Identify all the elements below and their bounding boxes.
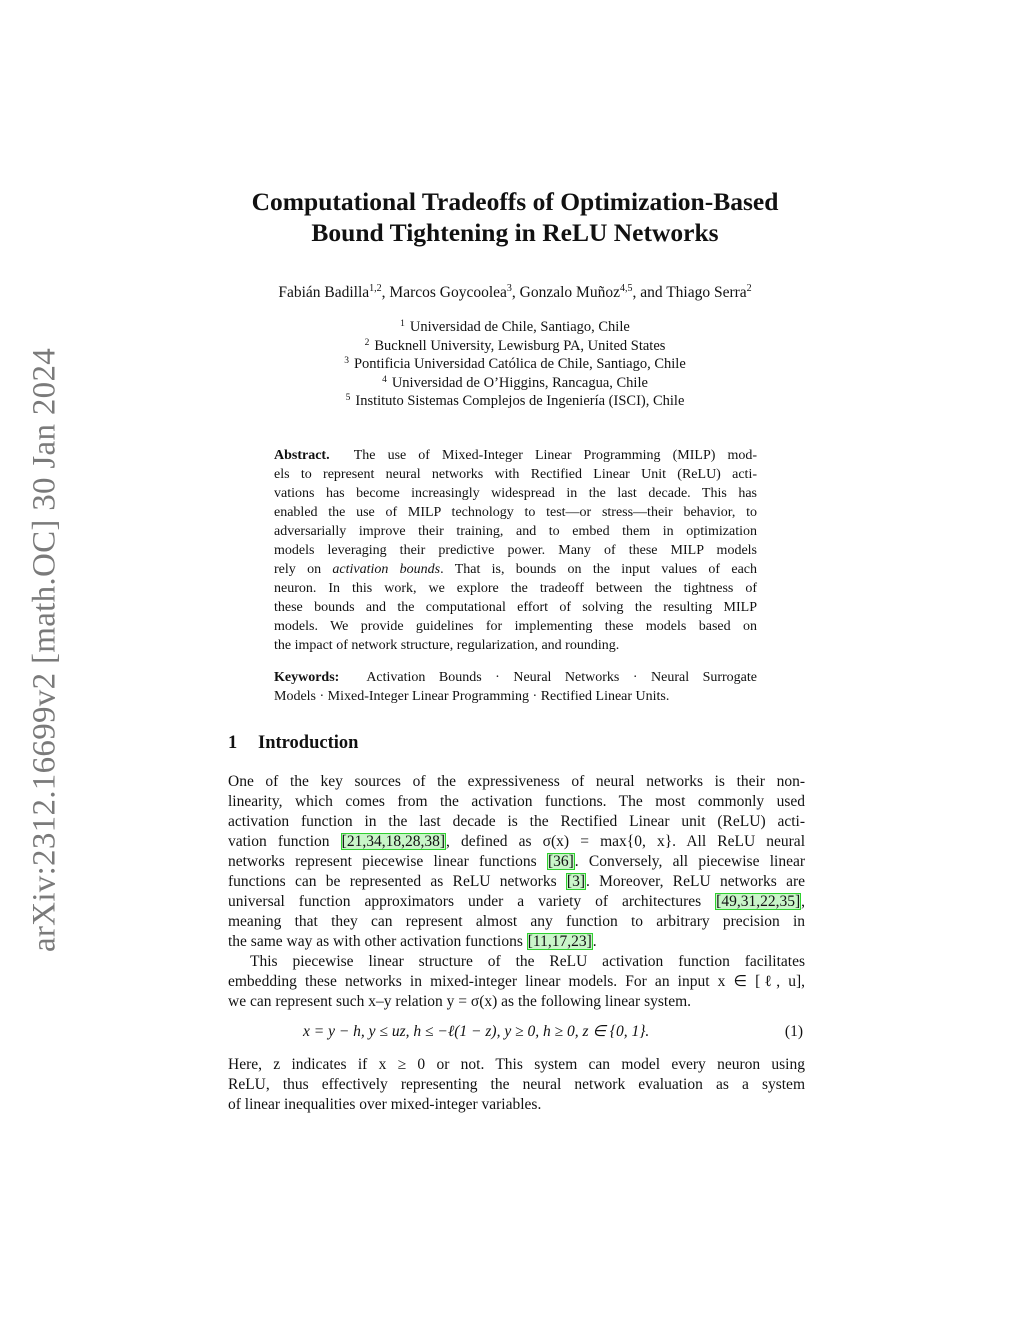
abstract-text: The use of Mixed-Integer Linear Programming (MILP) mod-: [353, 448, 758, 463]
keywords: [274, 668, 757, 706]
abstract-text: rely on: [274, 562, 322, 577]
abstract-line: neuron. In this work, we explore the tradeoff between the tightness of: [274, 581, 757, 596]
paper-title: [200, 186, 830, 248]
affiliation-number: 4: [382, 374, 387, 385]
author-separator: , and: [632, 284, 667, 301]
body-line: activation function in the last decade is the Rectified Linear unit (ReLU) acti-: [228, 813, 805, 830]
affiliation-number: 2: [364, 337, 370, 348]
abstract-line: the impact of network structure, regularization, and rounding.: [274, 638, 620, 653]
abstract-line: adversarially improve their training, and to embed them in optimization: [274, 524, 757, 539]
abstract: [274, 446, 757, 655]
emphasized-term: activation bounds: [332, 562, 441, 577]
abstract-line: els to represent neural networks with Rectified Linear Unit (ReLU) acti-: [274, 467, 757, 482]
abstract-line: models. We provide guidelines for implementing these models based on: [274, 619, 757, 634]
body-line: Here, z indicates if x ≥ 0 or not. This system can model every neuron using: [228, 1056, 805, 1073]
author-affiliation-mark: 2: [746, 283, 752, 294]
affiliation-item: [250, 337, 780, 356]
author-name: Marcos Goycoolea: [389, 284, 507, 301]
abstract-line: enabled the use of MILP technology to test—or stress—their behavior, to: [274, 505, 757, 520]
author-list: [180, 284, 850, 302]
body-text: universal function approximators under a variety of architectures: [228, 893, 702, 910]
section-heading: [228, 733, 358, 754]
arxiv-identifier: arXiv:2312.16699v2 [math.OC] 30 Jan 2024: [26, 347, 63, 953]
body-line: This piecewise linear structure of the ReLU activation function facilitates: [250, 953, 805, 970]
body-text: , defined as σ(x) = max{0, x}. All ReLU neural: [446, 833, 805, 850]
affiliation-number: 5: [345, 393, 351, 404]
body-line: meaning that they can represent almost any function to arbitrary precision in: [228, 913, 805, 930]
keywords-line: [274, 668, 757, 687]
body-line: [228, 932, 805, 952]
citation-link[interactable]: [3]: [566, 873, 585, 890]
author-name: Thiago Serra: [666, 284, 747, 301]
body-text: . Moreover, ReLU networks are: [585, 873, 806, 890]
keywords-text: Activation Bounds · Neural Networks · Neural Surrogate: [366, 670, 758, 685]
citation-link[interactable]: [36]: [547, 853, 574, 870]
abstract-text: . That is, bounds on the input values of each: [440, 562, 758, 577]
affiliation-number: 3: [344, 356, 349, 367]
equation-expression: x = y − h, y ≤ uz, h ≤ −ℓ(1 − z), y ≥ 0, h ≥ 0, z ∈ {0, 1}.: [303, 1023, 650, 1040]
author-separator: ,: [381, 284, 390, 301]
citation-link[interactable]: [11,17,23]: [527, 933, 592, 950]
abstract-line: [274, 560, 757, 579]
body-line: [228, 892, 805, 912]
body-line: [228, 872, 805, 892]
body-text: vation function: [228, 833, 330, 850]
equation-number: (1): [784, 1023, 803, 1040]
affiliation-item: [250, 355, 780, 374]
affiliation-text: Pontificia Universidad Católica de Chile, Santiago, Chile: [353, 356, 686, 373]
keywords-label: Keywords:: [274, 670, 340, 685]
body-text: the same way as with other activation functions: [228, 933, 523, 950]
body-line: [228, 832, 805, 852]
body-line: One of the key sources of the expressiveness of neural networks is their non-: [228, 773, 805, 790]
author-name: Gonzalo Muñoz: [519, 284, 620, 301]
body-text: .: [592, 933, 597, 950]
body-line: ReLU, thus effectively representing the neural network evaluation as a system: [228, 1076, 805, 1093]
keywords-line: Models · Mixed-Integer Linear Programming · Rectified Linear Units.: [274, 689, 670, 704]
section-number: 1: [228, 733, 238, 753]
body-line: embedding these networks in mixed-integer linear models. For an input x ∈ [ℓ, u],: [228, 973, 805, 990]
body-text: . Conversely, all piecewise linear: [574, 853, 805, 870]
section-title: Introduction: [258, 733, 359, 753]
affiliation-text: Instituto Sistemas Complejos de Ingeniería (ISCI), Chile: [355, 393, 685, 410]
abstract-label: Abstract.: [274, 448, 330, 463]
body-text: networks represent piecewise linear functions: [228, 853, 537, 870]
affiliation-number: 1: [400, 319, 405, 329]
abstract-line: [274, 446, 757, 465]
body-line: we can represent such x–y relation y = σ(x) as the following linear system.: [228, 993, 692, 1010]
abstract-line: models leveraging their predictive power. Many of these MILP models: [274, 543, 757, 558]
affiliation-list: [250, 318, 780, 411]
body-line: [228, 852, 805, 872]
affiliation-text: Universidad de O’Higgins, Rancagua, Chile: [391, 374, 648, 391]
affiliation-text: Bucknell University, Lewisburg PA, United States: [374, 337, 666, 354]
author-affiliation-mark: 3: [506, 283, 512, 294]
title-line-2: Bound Tightening in ReLU Networks: [311, 218, 719, 247]
body-line: linearity, which comes from the activation functions. The most commonly used: [228, 793, 805, 810]
abstract-line: vations has become increasingly widespread in the last decade. This has: [274, 486, 757, 501]
body-text: ,: [801, 893, 805, 910]
body-text: functions can be represented as ReLU networks: [228, 873, 557, 890]
affiliation-item: [250, 318, 780, 337]
author-separator: ,: [511, 284, 520, 301]
body-line: of linear inequalities over mixed-integer variables.: [228, 1096, 542, 1113]
affiliation-text: Universidad de Chile, Santiago, Chile: [409, 319, 630, 335]
paragraph: [228, 1055, 805, 1115]
citation-link[interactable]: [21,34,18,28,38]: [341, 833, 445, 850]
affiliation-item: [250, 392, 780, 411]
abstract-line: these bounds and the computational effort of solving the resulting MILP: [274, 600, 757, 615]
affiliation-item: [250, 374, 780, 393]
author-name: Fabián Badilla: [278, 284, 370, 301]
author-affiliation-mark: 4,5: [619, 283, 633, 294]
introduction-body: [228, 772, 805, 1012]
title-line-1: Computational Tradeoffs of Optimization-Based: [251, 187, 779, 216]
author-affiliation-mark: 1,2: [369, 283, 382, 294]
citation-link[interactable]: [49,31,22,35]: [716, 893, 801, 910]
